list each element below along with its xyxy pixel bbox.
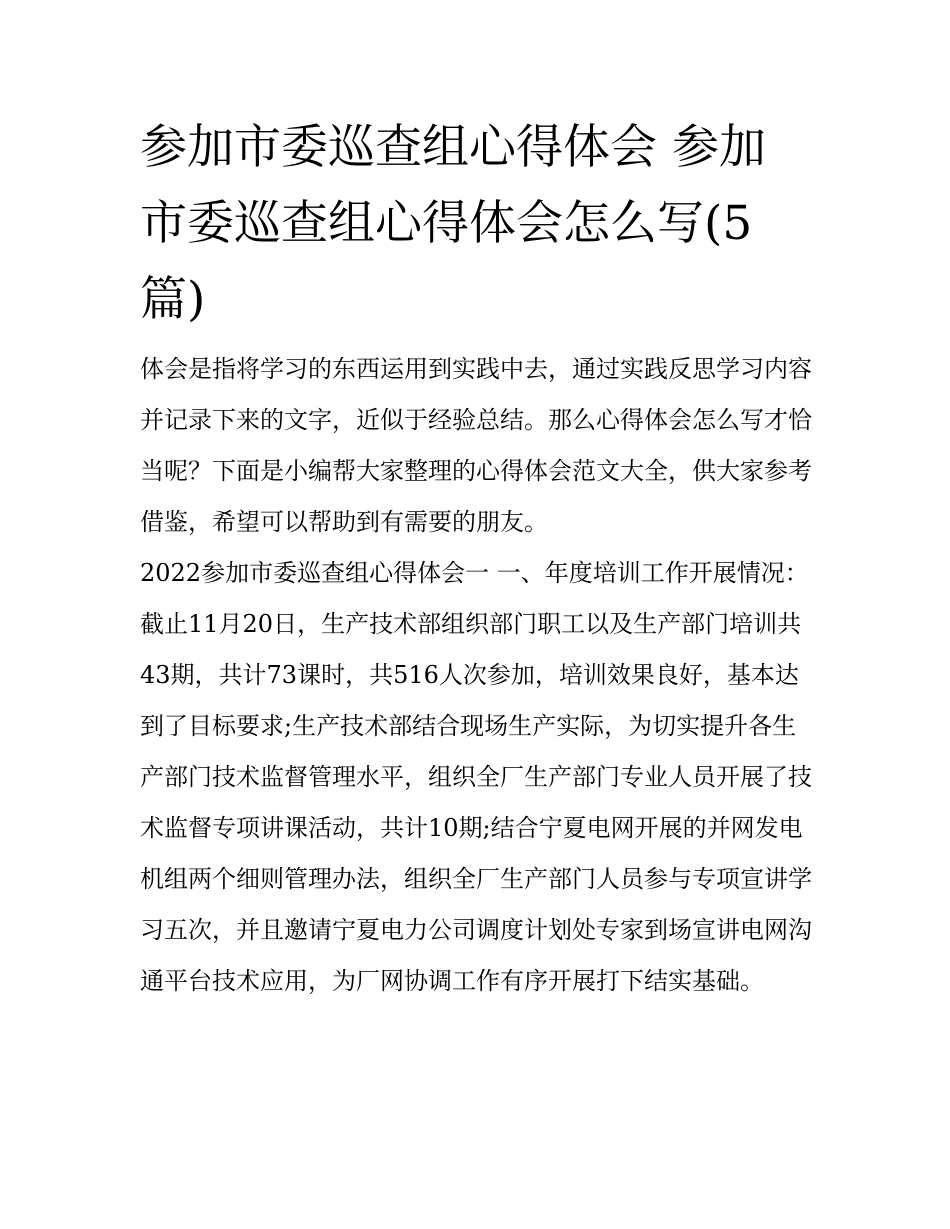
document-body: [140, 110, 812, 1007]
section-heading-paragraph: 2022参加市委巡查组心得体会一 一、年度培训工作开展情况：: [140, 559, 809, 587]
document-title: 参加市委巡查组心得体会 参加市委巡查组心得体会怎么写(5篇): [140, 120, 766, 327]
intro-paragraph: 体会是指将学习的东西运用到实践中去，通过实践反思学习内容并记录下来的文字，近似于经验总结。那么心得体会怎么写才恰当呢？下面是小编帮大家整理的心得体会范文大全，供大家参考借鉴，希望可以帮助到有需要的朋友。: [140, 355, 812, 536]
body-paragraph: 截止11月20日，生产技术部组织部门职工以及生产部门培训共43期，共计73课时，共516人次参加，培训效果良好，基本达到了目标要求;生产技术部结合现场生产实际，为切实提升各生产部门技术监督管理水平，组织全厂生产部门专业人员开展了技术监督专项讲课活动，共计10期;结合宁夏电网开展的并网发电机组两个细则管理办法，组织全厂生产部门人员参与专项宣讲学习五次，并且邀请宁夏电力公司调度计划处专家到场宣讲电网沟通平台技术应用，为厂网协调工作有序开展打下结实基础。: [140, 610, 812, 995]
